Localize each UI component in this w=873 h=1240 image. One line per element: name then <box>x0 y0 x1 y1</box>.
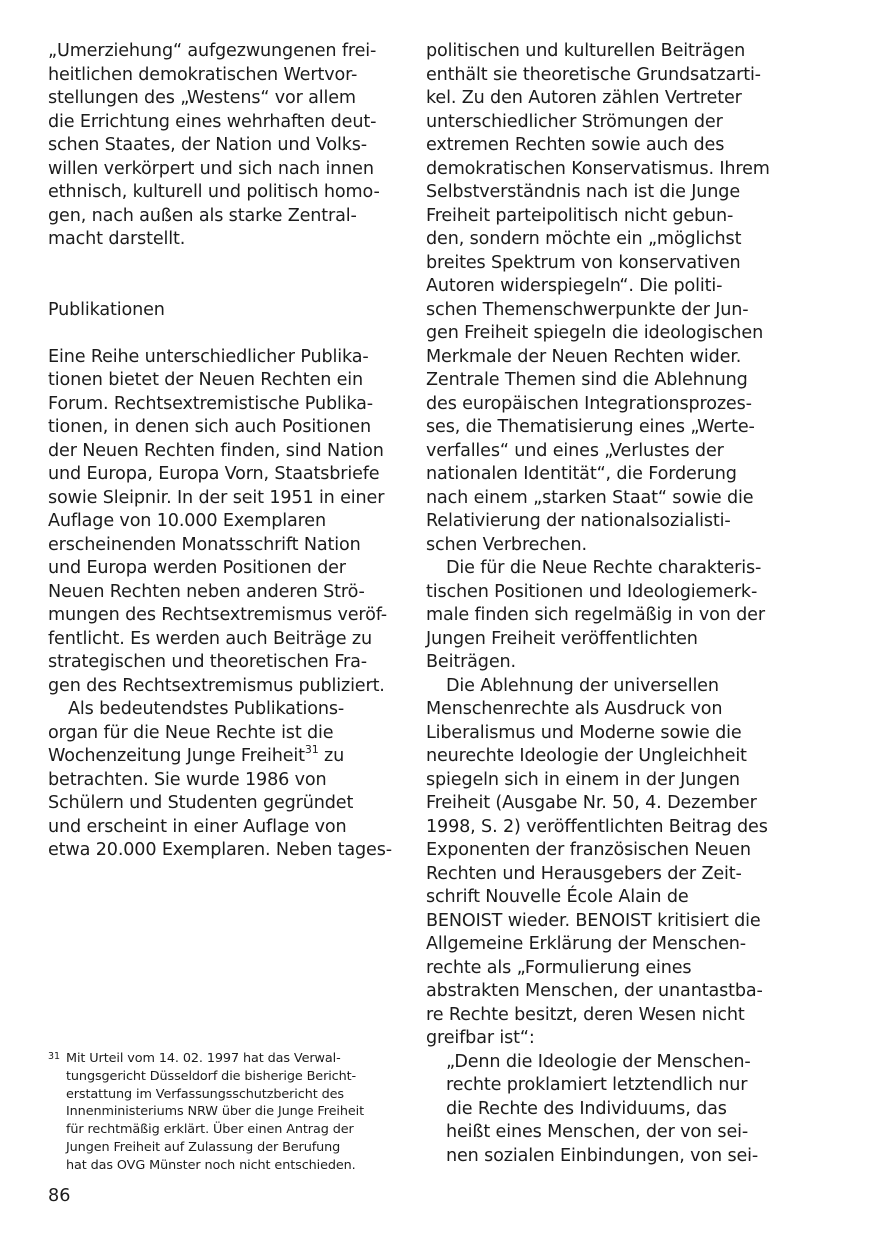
text-line: male finden sich regelmäßig in von der <box>426 605 765 625</box>
text-line: nationalen Identität“, die Forderung <box>426 464 737 484</box>
text-line: betrachten. Sie wurde 1986 von <box>48 769 327 790</box>
text-line: verfalles“ und eines „Verlustes der <box>426 440 724 461</box>
text-line: Selbstverständnis nach ist die Junge <box>426 182 740 202</box>
text-line: Beiträgen. <box>426 652 516 672</box>
text-line: Als bedeutendstes Publikations- <box>68 699 345 719</box>
text-line: Rechten und Herausgebers der Zeit- <box>426 863 742 884</box>
text-line: tischen Positionen und Ideologiemerk- <box>426 581 758 602</box>
footnote-line: erstattung im Verfassungsschutzbericht des <box>66 1086 344 1102</box>
text-line: spiegeln sich in einem in der Jungen <box>426 769 740 790</box>
text-line: stellungen des „Westens“ vor allem <box>48 88 356 108</box>
text-line: gen Freiheit spiegeln die ideologischen <box>426 323 764 343</box>
continuation-paragraph <box>426 40 776 557</box>
text-line: Allgemeine Erklärung der Menschen- <box>426 934 746 954</box>
text-line: breites Spektrum von konservativen <box>426 252 741 273</box>
section-heading: Publikationen <box>48 299 165 320</box>
text-line: schen Staates, der Nation und Volks- <box>48 135 368 155</box>
text-line: tionen bietet der Neuen Rechten ein <box>48 370 364 390</box>
text-line: Schülern und Studenten gegründet <box>48 793 354 813</box>
characteristics-paragraph <box>426 557 776 675</box>
text-line: etwa 20.000 Exemplaren. Neben tages- <box>48 840 392 860</box>
footnote-line: Innenministeriums NRW über die Junge Freiheit <box>66 1104 365 1120</box>
text-line: Liberalismus und Moderne sowie die <box>426 722 742 743</box>
text-line: willen verkörpert und sich nach innen <box>48 158 374 179</box>
quote-line: die Rechte des Individuums, das <box>446 1098 727 1119</box>
text-line: schen Themenschwerpunkte der Jun- <box>426 299 749 320</box>
text-line: Freiheit parteipolitisch nicht gebun- <box>426 205 734 226</box>
text-line: extremen Rechten sowie auch des <box>426 135 725 155</box>
text-line: heitlichen demokratischen Wertvor- <box>48 64 358 85</box>
footnote-line: für rechtmäßig erklärt. Über einen Antrag der <box>66 1122 354 1138</box>
left-column <box>48 40 394 863</box>
text-line: Exponenten der französischen Neuen <box>426 840 751 860</box>
footnote-line: hat das OVG Münster noch nicht entschieden. <box>66 1157 356 1173</box>
footnote-line: tungsgericht Düsseldorf die bisherige Bericht- <box>66 1068 357 1084</box>
text-line: des europäischen Integrationsprozes- <box>426 393 752 414</box>
text-line: gen, nach außen als starke Zentral- <box>48 205 357 226</box>
text-line: erscheinenden Monatsschrift Nation <box>48 534 361 555</box>
block-quote <box>426 1051 776 1169</box>
text-line: organ für die Neue Rechte ist die <box>48 722 334 743</box>
text-line: enthält sie theoretische Grundsatzarti- <box>426 64 761 85</box>
footnote-mark: 31 <box>48 1051 60 1062</box>
text-line: mungen des Rechtsextremismus veröf- <box>48 605 387 625</box>
text-fragment: Wochenzeitung Junge Freiheit <box>48 746 305 766</box>
text-line: 1998, S. 2) veröffentlichten Beitrag des <box>426 816 768 837</box>
quote-line: heißt eines Menschen, der von sei- <box>446 1122 749 1142</box>
text-line: Autoren widerspiegeln“. Die politi- <box>426 276 723 296</box>
text-line: sowie Sleipnir. In der seit 1951 in einer <box>48 487 385 508</box>
text-line: abstrakten Menschen, der unantastba- <box>426 981 763 1001</box>
footnote-reference[interactable]: 31 <box>304 743 319 756</box>
human-rights-paragraph <box>426 675 776 1051</box>
text-line: macht darstellt. <box>48 229 186 249</box>
text-line: neurechte Ideologie der Ungleichheit <box>426 746 747 766</box>
text-line: Auflage von 10.000 Exemplaren <box>48 511 326 531</box>
right-column <box>426 40 776 1168</box>
quote-line: „Denn die Ideologie der Menschen- <box>446 1051 751 1072</box>
text-line: Eine Reihe unterschiedlicher Publika- <box>48 346 369 367</box>
text-line: Zentrale Themen sind die Ablehnung <box>426 370 748 390</box>
text-line: Die für die Neue Rechte charakteris- <box>446 558 762 578</box>
footnote-line: Jungen Freiheit auf Zulassung der Berufung <box>66 1139 341 1155</box>
footnote-line: Mit Urteil vom 14. 02. 1997 hat das Verwal- <box>66 1051 341 1066</box>
text-line: strategischen und theoretischen Fra- <box>48 652 367 672</box>
text-line: den, sondern möchte ein „möglichst <box>426 229 742 249</box>
page-number: 86 <box>48 1186 71 1206</box>
text-line: Forum. Rechtsextremistische Publika- <box>48 393 373 414</box>
text-line: Merkmale der Neuen Rechten wider. <box>426 346 742 367</box>
text-line: schrift Nouvelle École Alain de <box>426 887 689 907</box>
text-line: schen Verbrechen. <box>426 534 587 555</box>
quote-line: nen sozialen Einbindungen, von sei- <box>446 1145 759 1166</box>
text-fragment: zu <box>318 746 345 766</box>
text-line: und Europa werden Positionen der <box>48 558 346 578</box>
text-line: politischen und kulturellen Beiträgen <box>426 41 746 61</box>
text-line: Neuen Rechten neben anderen Strö- <box>48 581 365 602</box>
publications-paragraph <box>48 346 394 699</box>
text-line: „Umerziehung“ aufgezwungenen frei- <box>48 41 377 61</box>
text-line: tionen, in denen sich auch Positionen <box>48 417 371 437</box>
quote-line: rechte proklamiert letztendlich nur <box>446 1075 748 1095</box>
text-line: und Europa, Europa Vorn, Staatsbriefe <box>48 464 380 484</box>
text-line: gen des Rechtsextremismus publiziert. <box>48 675 385 696</box>
text-line: ses, die Thematisierung eines „Werte- <box>426 417 755 437</box>
spacer <box>48 252 394 276</box>
text-line: ethnisch, kulturell und politisch homo- <box>48 182 380 202</box>
text-line: Menschenrechte als Ausdruck von <box>426 699 723 719</box>
text-line: kel. Zu den Autoren zählen Vertreter <box>426 88 742 108</box>
text-line: Die Ablehnung der universellen <box>446 675 719 696</box>
text-line <box>48 745 394 769</box>
text-line: die Errichtung eines wehrhaften deut- <box>48 111 377 132</box>
junge-freiheit-paragraph <box>48 698 394 863</box>
text-line: und erscheint in einer Auflage von <box>48 816 347 837</box>
text-line: demokratischen Konservatismus. Ihrem <box>426 158 770 179</box>
spacer <box>48 322 394 346</box>
text-line: rechte als „Formulierung eines <box>426 957 692 978</box>
text-line: greifbar ist“: <box>426 1028 535 1048</box>
text-line: nach einem „starken Staat“ sowie die <box>426 487 754 508</box>
text-line: fentlicht. Es werden auch Beiträge zu <box>48 628 372 649</box>
text-line: Jungen Freiheit veröffentlichten <box>426 628 698 649</box>
intro-paragraph <box>48 40 394 252</box>
text-line: Freiheit (Ausgabe Nr. 50, 4. Dezember <box>426 793 757 813</box>
text-line: unterschiedlicher Strömungen der <box>426 111 723 132</box>
text-line: der Neuen Rechten finden, sind Nation <box>48 440 384 461</box>
text-line: BENOIST wieder. BENOIST kritisiert die <box>426 910 761 931</box>
spacer <box>48 275 394 299</box>
text-line: Relativierung der nationalsozialisti- <box>426 511 731 531</box>
footnote <box>48 1050 394 1175</box>
text-line: re Rechte besitzt, deren Wesen nicht <box>426 1004 745 1025</box>
